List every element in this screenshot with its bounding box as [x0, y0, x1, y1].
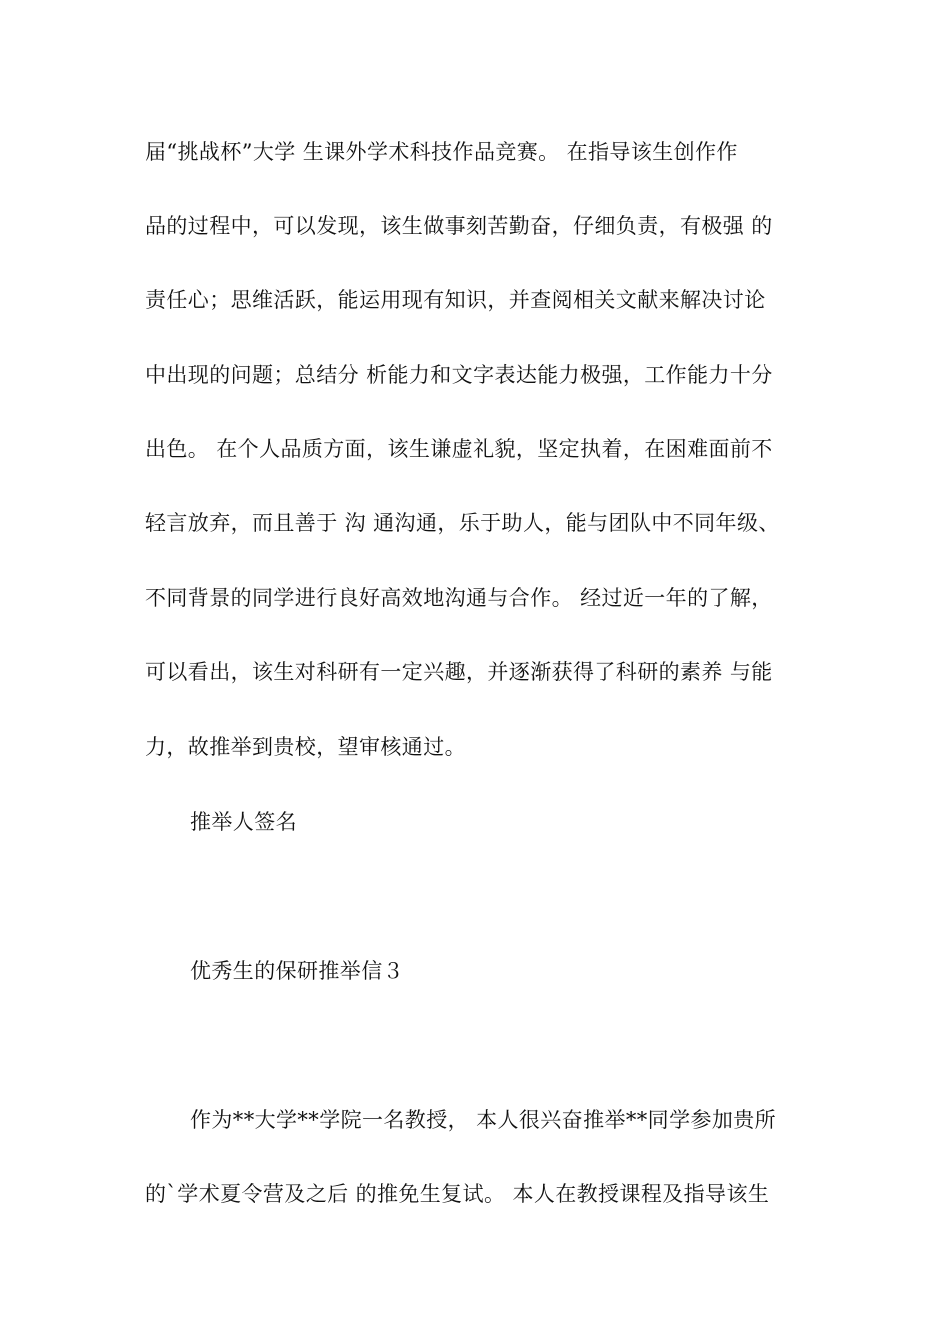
- paragraph-line: 品的过程中，可以发现，该生做事刻苦勤奋，仔细负责，有极强 的: [145, 214, 773, 238]
- paragraph-line: 中出现的问题；总结分 析能力和文字表达能力极强，工作能力十分: [145, 363, 773, 387]
- paragraph-line: 出色。 在个人品质方面，该生谦虚礼貌，坚定执着，在困难面前不: [145, 437, 773, 461]
- paragraph-line: 可以看出，该生对科研有一定兴趣，并逐渐获得了科研的素养 与能: [145, 660, 773, 684]
- section-title: 优秀生的保研推举信３: [190, 959, 404, 983]
- paragraph-line: 轻言放弃，而且善于 沟 通沟通，乐于助人，能与团队中不同年级、: [145, 511, 780, 535]
- paragraph-line: 力，故推举到贵校，望审核通过。: [145, 735, 466, 759]
- paragraph-line: 不同背景的同学进行良好高效地沟通与合作。 经过近一年的了解，: [145, 586, 773, 610]
- paragraph-line: 责任心；思维活跃，能运用现有知识，并查阅相关文献来解决讨论: [145, 288, 766, 312]
- paragraph-line: 的`学术夏令营及之后 的推免生复试。 本人在教授课程及指导该生: [145, 1182, 770, 1206]
- signature-label: 推举人签名: [190, 810, 297, 834]
- paragraph-line: 届“挑战杯”大学 生课外学术科技作品竞赛。 在指导该生创作作: [145, 140, 738, 164]
- paragraph-line: 作为**大学**学院一名教授， 本人很兴奋推举**同学参加贵所: [190, 1108, 777, 1132]
